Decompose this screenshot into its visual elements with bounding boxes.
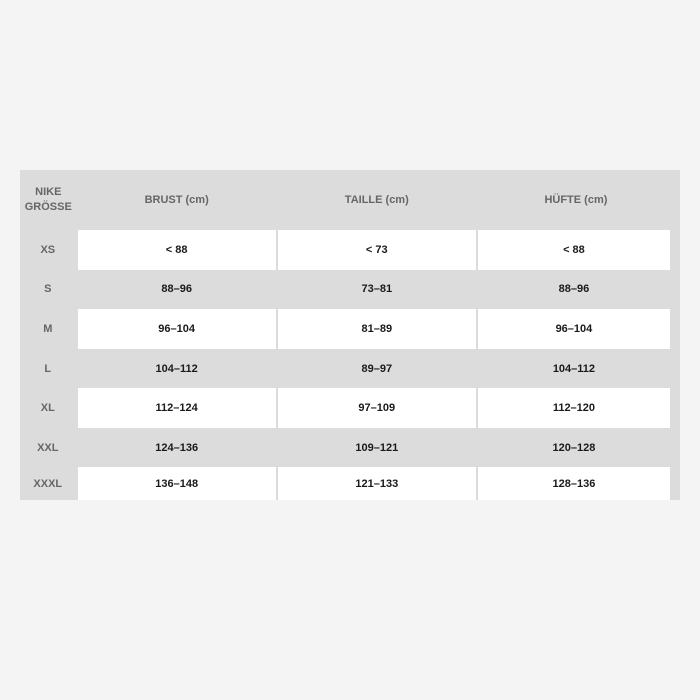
huefte-value: 120–128	[477, 428, 675, 468]
huefte-value: 128–136	[477, 467, 675, 500]
brust-value: < 88	[77, 230, 277, 270]
taille-value: 109–121	[277, 428, 477, 468]
taille-value: < 73	[277, 230, 477, 270]
header-size-line1: NIKE	[35, 186, 62, 198]
size-label: XXXL	[20, 467, 77, 500]
brust-value: 124–136	[77, 428, 277, 468]
huefte-value: 104–112	[477, 349, 675, 389]
table-row	[20, 388, 675, 428]
size-label: M	[20, 309, 77, 349]
brust-value: 88–96	[77, 270, 277, 310]
size-label: S	[20, 270, 77, 310]
table-row	[20, 270, 675, 310]
taille-value: 81–89	[277, 309, 477, 349]
taille-value: 89–97	[277, 349, 477, 389]
table-row	[20, 309, 675, 349]
header-taille: TAILLE (cm)	[344, 193, 409, 206]
taille-value: 97–109	[277, 388, 477, 428]
table-row	[20, 349, 675, 389]
table-row	[20, 230, 675, 270]
table-row	[20, 467, 675, 500]
size-label: XS	[20, 230, 77, 270]
huefte-value: 96–104	[477, 309, 675, 349]
brust-value: 136–148	[77, 467, 277, 500]
header-size-line2: GRÖSSE	[24, 201, 72, 213]
size-label: XXL	[20, 428, 77, 468]
taille-value: 73–81	[277, 270, 477, 310]
brust-value: 112–124	[77, 388, 277, 428]
header-brust: BRUST (cm)	[144, 193, 209, 206]
size-label: XL	[20, 388, 77, 428]
header-huefte: HÜFTE (cm)	[544, 193, 608, 206]
header-row	[20, 170, 675, 230]
brust-value: 96–104	[77, 309, 277, 349]
size-chart-table	[20, 170, 680, 500]
huefte-value: < 88	[477, 230, 675, 270]
table-row	[20, 428, 675, 468]
huefte-value: 88–96	[477, 270, 675, 310]
taille-value: 121–133	[277, 467, 477, 500]
brust-value: 104–112	[77, 349, 277, 389]
huefte-value: 112–120	[477, 388, 675, 428]
size-label: L	[20, 349, 77, 389]
header-size	[20, 170, 77, 230]
